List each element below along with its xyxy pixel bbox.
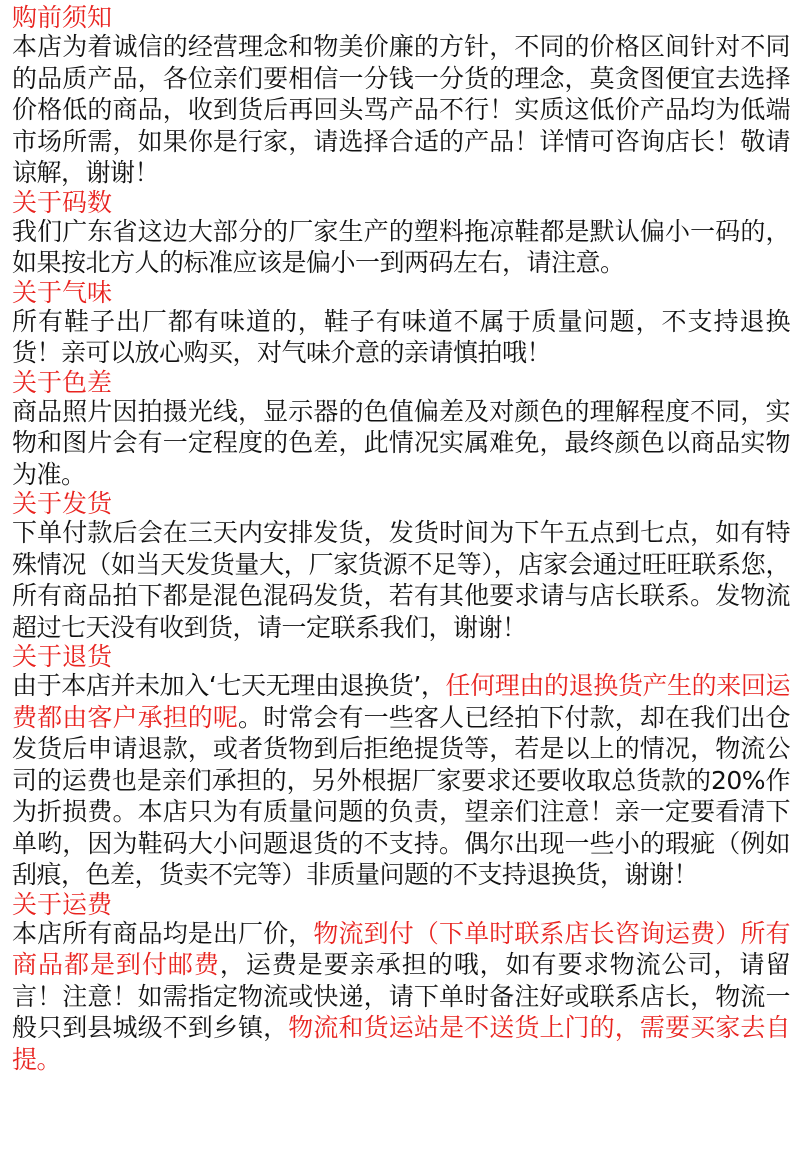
section-body-shipping [12,517,790,643]
body-text-highlight: 物流到付（下单时联系店长咨询运费）所有商品都是到付邮费 [12,918,790,979]
body-text: 。时常会有一些客人已经拍下付款，却在我们出仓发货后申请退款，或者货物到后拒绝提货等，若是以上的情况，物流公司的运费也是亲们承担的，另外根据厂家要求还要收取总货款的20%作为折损费。本店只为有质量问题的负责，望亲们注意！亲一定要看清下单哟，因为鞋码大小问题退货的不支持。偶尔出现一些小的瑕疵（例如刮痕，色差，货卖不完等）非质量问题的不支持退换货，谢谢！ [12,702,790,889]
body-text: 由于本店并未加入‘七天无理由退换货’， [12,671,446,700]
section-body-color-difference [12,396,790,491]
body-text-highlight: 任何理由的退换货产生的来回运费都由客户承担的呢 [12,671,790,732]
body-text-highlight: 物流和货运站是不送货上门的，需要买家去自提。 [12,1013,790,1074]
section-title-size: 关于码数 [12,187,113,217]
section-title-freight: 关于运费 [12,889,113,919]
section-body-returns [12,670,790,891]
section-body-purchase-notice [12,31,790,189]
body-text: 下单付款后会在三天内安排发货，发货时间为下午五点到七点，如有特殊情况（如当天发货量大，厂家货源不足等），店家会通过旺旺联系您，所有商品拍下都是混色混码发货，若有其他要求请与店长联系。发物流超过七天没有收到货，请一定联系我们，谢谢！ [12,518,790,642]
section-title-color-difference: 关于色差 [12,367,113,397]
body-text: 商品照片因拍摄光线，显示器的色值偏差及对颜色的理解程度不同，实物和图片会有一定程度的色差，此情况实属难免，最终颜色以商品实物为准。 [12,396,790,489]
section-title-purchase-notice: 购前须知 [12,3,113,32]
section-title-smell: 关于气味 [12,277,113,307]
body-text: 我们广东省这边大部分的厂家生产的塑料拖凉鞋都是默认偏小一码的，如果按北方人的标准应该是偏小一到两码左右，请注意。 [12,216,790,277]
body-text: 本店为着诚信的经营理念和物美价廉的方针，不同的价格区间针对不同的品质产品，各位亲们要相信一分钱一分货的理念，莫贪图便宜去选择价格低的商品，收到货后再回头骂产品不行！实质这低价产品均为低端市场所需，如果你是行家，请选择合适的产品！详情可咨询店长！敬请谅解，谢谢！ [12,32,790,187]
body-text: ，运费是要亲承担的哦，如有要求物流公司，请留言！注意！如需指定物流或快递，请下单时备注好或联系店长，物流一般只到县城级不到乡镇， [12,950,790,1042]
section-body-freight [12,918,790,1076]
body-text: 本店所有商品均是出厂价， [12,918,314,948]
section-body-size [12,216,790,279]
body-text: 所有鞋子出厂都有味道的，鞋子有味道不属于质量问题，不支持退换货！亲可以放心购买，对气味介意的亲请慎拍哦！ [12,306,790,367]
section-title-shipping: 关于发货 [12,489,113,518]
section-body-smell [12,306,790,369]
section-title-returns: 关于退货 [12,642,113,671]
